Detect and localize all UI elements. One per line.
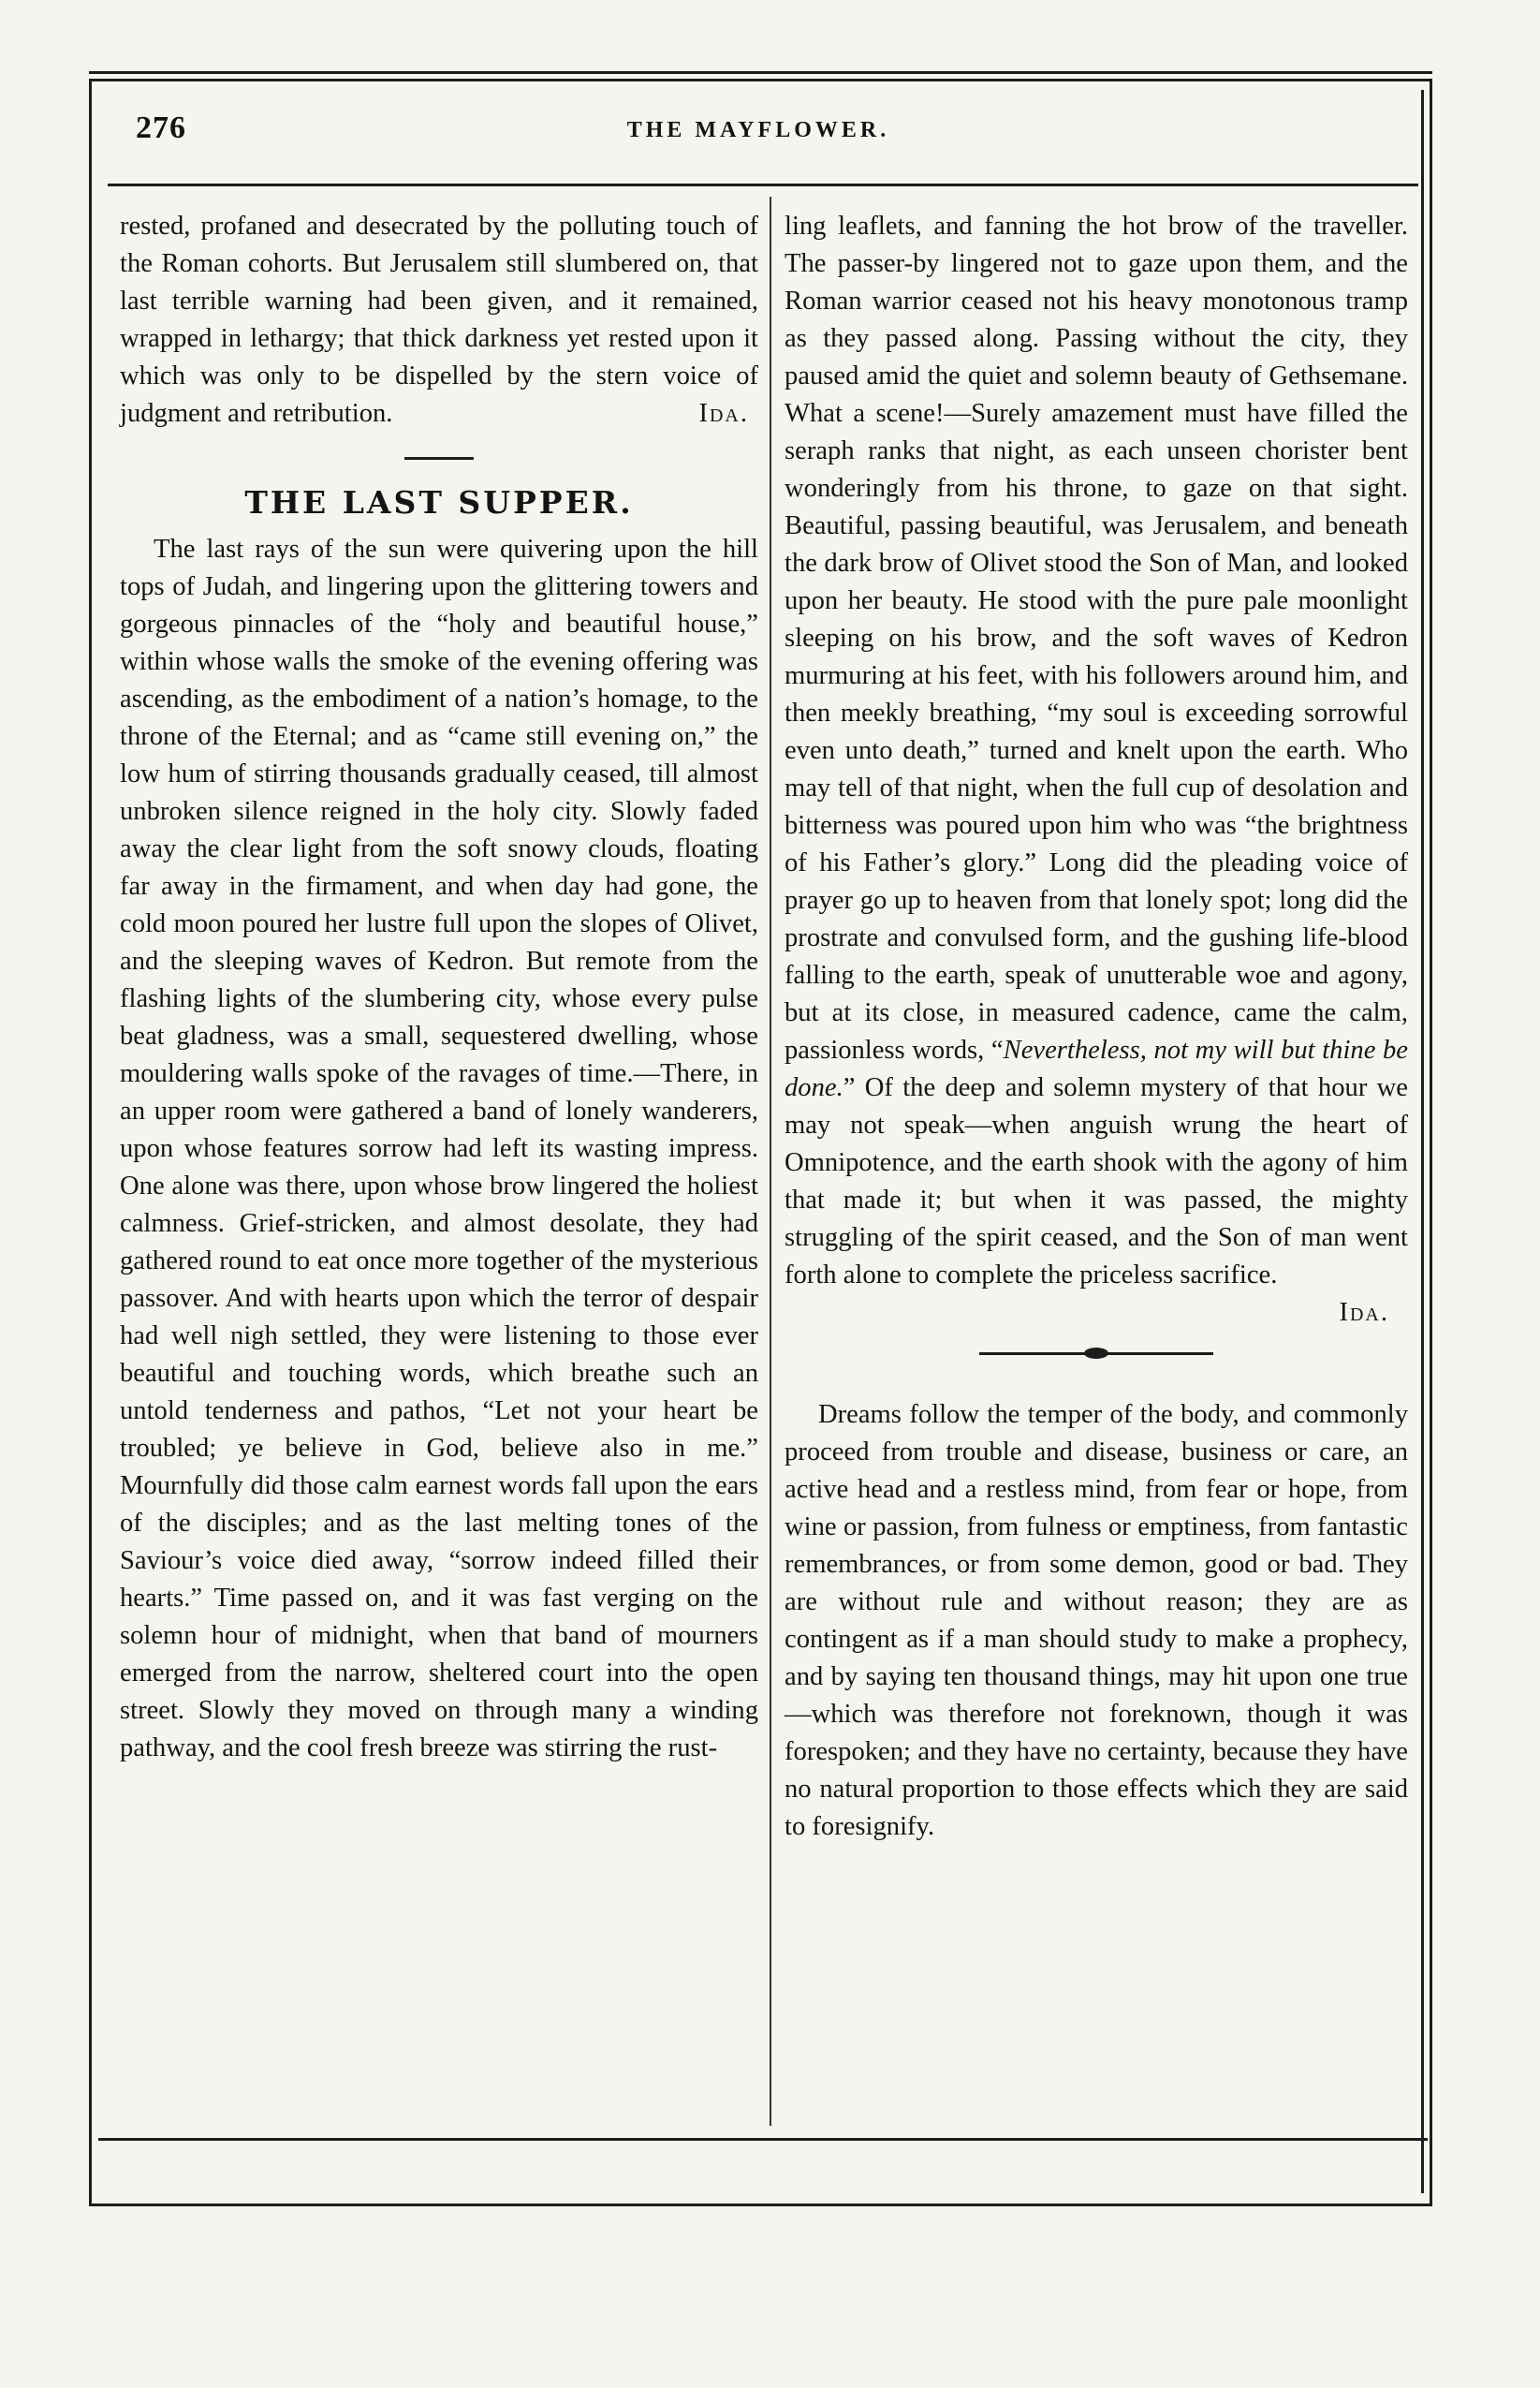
italic-quote: Nevertheless, not my will but thine be done. <box>785 1036 1408 1102</box>
article-text-before-quote: ling leaflets, and fanning the hot brow of the traveller. The passer-by lingered not to gaze upon them, and the Roman warrior ceased not his heavy monotonous tramp as they passed along. Passing without the city, they paused amid the quiet and solemn beauty of Gethsemane. What a scene!—Surely amazement must have filled the seraph ranks that night, as each unseen chorister bent wonderingly from his throne, to gaze on that sight. Beautiful, passing beautiful, was Jerusalem, and beneath the dark brow of Olivet stood the Son of Man, and looked upon her beauty. He stood with the pure pale moonlight sleeping on his brow, and the soft waves of Kedron murmuring at his feet, with his followers around him, and then meekly breathing, “my soul is exceeding sorrowful even unto death,” turned and knelt upon the earth. Who may tell of that night, when the full cup of desolation and bitterness was poured upon him who was “the brightness of his Father’s glory.” Long did the pleading voice of prayer go up to heaven from that lonely spot; long did the prostrate and convulsed form, and the gushing life-blood falling to the earth, speak of unutterable woe and agony, but at its close, in measured cadence, came the calm, passionless words, “ <box>785 212 1408 1065</box>
continuation-text: rested, profaned and desecrated by the polluting touch of the Roman cohorts. But Jerusalem still slumbered on, that last terrible warning had been given, and it remained, wrapped in lethargy; that thick darkness yet rested upon it which was only to be dispelled by the stern voice of judgment and retribution. <box>120 212 758 428</box>
article-signature: Ida. <box>1339 1298 1389 1327</box>
column-divider <box>770 197 771 2126</box>
article-text-after-quote: ” Of the deep and solemn mystery of that hour we may not speak—when anguish wrung the heart of Omnipotence, and the earth shook with the agony of him that made it; but when it was passed, the mighty struggling of the spirit ceased, and the Son of man went forth alone to complete the priceless sacrifice. <box>785 1073 1408 1290</box>
ornament-divider <box>979 1352 1213 1355</box>
page-header <box>108 111 1409 163</box>
continuation-paragraph <box>120 208 758 433</box>
continuation-signature: Ida. <box>698 399 749 428</box>
article-paragraph: The last rays of the sun were quivering upon the hill tops of Judah, and lingering upon the glittering towers and gorgeous pinnacles of the “holy and beautiful house,” within whose walls the smoke of the evening offering was ascending, as the embodiment of a nation’s homage, to the throne of the Eternal; and as “came still evening on,” the low hum of stirring thousands gradually ceased, till almost unbroken silence reigned in the holy city. Slowly faded away the clear light from the soft snowy clouds, floating far away in the firmament, and when day had gone, the cold moon poured her lustre full upon the slopes of Olivet, and the sleeping waves of Kedron. But remote from the flashing lights of the slumbering city, whose every pulse beat gladness, was a small, sequestered dwelling, whose mouldering walls spoke of the ravages of time.—There, in an upper room were gathered a band of lonely wanderers, upon whose features sorrow had left its wasting impress. One alone was there, upon whose brow lingered the holiest calmness. Grief-stricken, and almost desolate, they had gathered round to eat once more together of the mysterious passover. And with hearts upon which the terror of despair had well nigh settled, they were listening to those ever beautiful and touching words, which breathe such an untold tenderness and pathos, “Let not your heart be troubled; ye believe in God, believe also in me.” Mournfully did those calm earnest words fall upon the ears of the disciples; and as the last melting tones of the Saviour’s voice died away, “sorrow indeed filled their hearts.” Time passed on, and it was fast verging on the solemn hour of midnight, when that band of mourners emerged from the narrow, sheltered court into the open street. Slowly they moved on through many a winding pathway, and the cool fresh breeze was stirring the rust- <box>120 535 758 1762</box>
frame-top-rule <box>89 71 1432 74</box>
header-rule <box>108 184 1418 186</box>
frame-bottom-rule <box>98 2138 1428 2141</box>
left-column <box>120 208 758 1767</box>
frame-inner-right-line <box>1421 90 1424 2193</box>
dreams-paragraph: Dreams follow the temper of the body, and commonly proceed from trouble and disease, business or care, an active head and a restless mind, from fear or hope, from wine or passion, from fulness or emptiness, from fantastic remembrances, or from some demon, good or bad. They are without rule and without reason; they are as contingent as if a man should study to make a prophecy, and by saying ten thousand things, may hit upon one true—which was therefore not foreknown, though it was forespoken; and they have no certainty, because they have no natural proportion to those effects which they are said to foresignify. <box>785 1400 1408 1841</box>
section-divider <box>404 457 474 460</box>
article-continuation-paragraph <box>785 208 1408 1294</box>
article-title: THE LAST SUPPER. <box>244 484 634 521</box>
right-column <box>785 208 1408 1846</box>
page-number: 276 <box>136 111 186 145</box>
running-title: THE MAYFLOWER. <box>626 118 890 142</box>
